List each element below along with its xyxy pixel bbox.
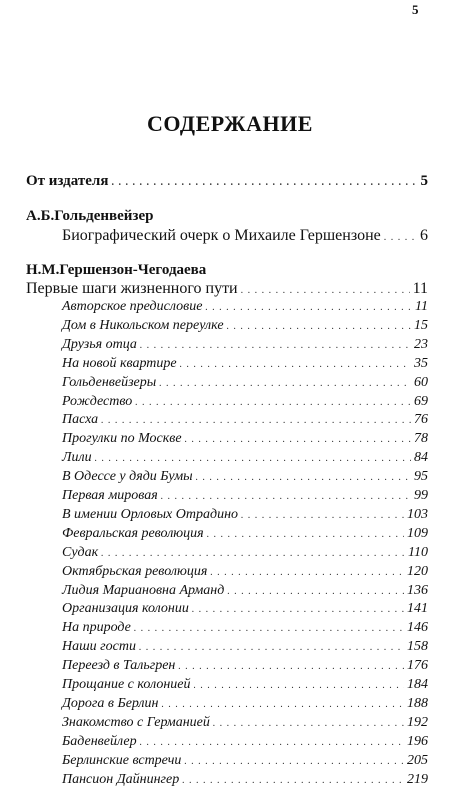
toc-entry-page: 219 bbox=[407, 771, 428, 787]
toc-chapter-entry[interactable] bbox=[62, 374, 428, 392]
toc-entry-page: 158 bbox=[407, 639, 428, 655]
dot-leader bbox=[384, 229, 417, 247]
toc-entry-page: 60 bbox=[414, 374, 428, 390]
toc-entry-page: 196 bbox=[407, 733, 428, 749]
toc-entry-page: 23 bbox=[414, 336, 428, 352]
toc-chapter-entry[interactable] bbox=[62, 393, 428, 411]
toc-chapter-entry[interactable] bbox=[62, 336, 428, 354]
toc-chapter-entry[interactable] bbox=[62, 657, 428, 675]
toc-chapter-entry[interactable] bbox=[62, 411, 428, 429]
toc-entry-label: Первые шаги жизненного пути bbox=[26, 280, 238, 297]
toc-entry-biography[interactable] bbox=[62, 227, 428, 245]
toc-chapter-entry[interactable] bbox=[62, 695, 428, 713]
toc-entry-page: 5 bbox=[420, 173, 428, 189]
toc-chapter-entry[interactable] bbox=[62, 752, 428, 770]
toc-entry-label: Судак bbox=[62, 544, 99, 560]
toc-entry-page: 76 bbox=[414, 412, 428, 428]
toc-entry-label: В имении Орловых Отрадино bbox=[62, 506, 239, 522]
dot-leader bbox=[101, 412, 411, 430]
toc-entry-page: 205 bbox=[407, 752, 428, 768]
toc-entry-page: 136 bbox=[407, 582, 428, 598]
toc-entry-page: 146 bbox=[407, 620, 428, 636]
toc-entry-label: Пасха bbox=[62, 412, 99, 428]
section-author: Н.М.Гершензон-Чегодаева bbox=[26, 262, 207, 278]
toc-entry-main[interactable] bbox=[26, 280, 428, 298]
toc-entry-label: Организация колонии bbox=[62, 601, 189, 617]
toc-entry-label: Октябрьская революция bbox=[62, 563, 208, 579]
toc-entry-page: 120 bbox=[407, 563, 428, 579]
dot-leader bbox=[134, 620, 404, 638]
toc-entry-label: Гольденвейзеры bbox=[62, 374, 157, 390]
toc-entry-page: 192 bbox=[407, 714, 428, 730]
dot-leader bbox=[140, 734, 404, 752]
toc-chapter-entry[interactable] bbox=[62, 468, 428, 486]
dot-leader bbox=[178, 658, 404, 676]
dot-leader bbox=[213, 715, 404, 733]
dot-leader bbox=[227, 318, 411, 336]
dot-leader bbox=[140, 337, 411, 355]
toc-entry-publisher[interactable] bbox=[26, 172, 428, 190]
toc-entry-label: В Одессе у дяди Бумы bbox=[62, 469, 193, 485]
toc-entry-label: Рождество bbox=[62, 393, 133, 409]
toc-chapter-entry[interactable] bbox=[62, 317, 428, 335]
toc-entry-label: Дорога в Берлин bbox=[62, 695, 159, 711]
toc-chapter-entry[interactable] bbox=[62, 544, 428, 562]
toc-entry-label: Прогулки по Москве bbox=[62, 431, 182, 447]
toc-entry-label: Друзья отца bbox=[62, 336, 137, 352]
toc-chapter-entry[interactable] bbox=[62, 487, 428, 505]
toc-chapter-entry[interactable] bbox=[62, 638, 428, 656]
toc-entry-label: На природе bbox=[62, 620, 131, 636]
toc-chapter-entry[interactable] bbox=[62, 355, 428, 373]
dot-leader bbox=[161, 488, 411, 506]
toc-entry-label: От издателя bbox=[26, 173, 109, 189]
toc-chapter-entry[interactable] bbox=[62, 676, 428, 694]
toc-entry-page: 99 bbox=[414, 488, 428, 503]
dot-leader bbox=[111, 174, 417, 192]
toc-entry-page: 69 bbox=[414, 393, 428, 409]
toc-chapter-entry[interactable] bbox=[62, 582, 428, 600]
toc-entry-page: 109 bbox=[407, 525, 428, 541]
toc-entry-page: 103 bbox=[407, 506, 428, 522]
toc-entry-page: 35 bbox=[414, 355, 428, 371]
dot-leader bbox=[205, 299, 412, 317]
toc-entry-page: 110 bbox=[408, 544, 428, 560]
toc-chapter-entry[interactable] bbox=[62, 733, 428, 751]
dot-leader bbox=[194, 677, 404, 695]
toc-entry-page: 176 bbox=[407, 658, 428, 674]
dot-leader bbox=[95, 450, 411, 468]
toc-entry-label: Берлинские встречи bbox=[62, 752, 182, 768]
toc-chapter-entry[interactable] bbox=[62, 619, 428, 637]
toc-entry-label: Знакомство с Германией bbox=[62, 714, 210, 730]
toc-chapter-entry[interactable] bbox=[62, 714, 428, 732]
dot-leader bbox=[135, 394, 411, 412]
toc-entry-label: Лидия Мариановна Арманд bbox=[62, 582, 225, 598]
section-author: А.Б.Гольденвейзер bbox=[26, 208, 154, 224]
dot-leader bbox=[192, 601, 404, 619]
toc-entry-label: Первая мировая bbox=[62, 488, 158, 503]
toc-entry-label: Пансион Дайнингер bbox=[62, 771, 180, 787]
dot-leader bbox=[184, 753, 404, 771]
toc-chapter-entry[interactable] bbox=[62, 600, 428, 618]
toc-chapter-entry[interactable] bbox=[62, 563, 428, 581]
dot-leader bbox=[210, 564, 404, 582]
toc-entry-page: 184 bbox=[407, 677, 428, 692]
toc-entry-label: Прощание с колонией bbox=[62, 677, 191, 692]
toc-entry-page: 11 bbox=[415, 299, 428, 314]
dot-leader bbox=[161, 696, 404, 714]
dot-leader bbox=[227, 583, 404, 601]
toc-entry-page: 84 bbox=[414, 450, 428, 466]
toc-entry-label: Наши гости bbox=[62, 639, 136, 655]
toc-entry-label: Баденвейлер bbox=[62, 733, 137, 749]
toc-chapter-entry[interactable] bbox=[62, 506, 428, 524]
toc-chapter-entry[interactable] bbox=[62, 430, 428, 448]
toc-chapter-entry[interactable] bbox=[62, 525, 428, 543]
dot-leader bbox=[159, 375, 411, 393]
dot-leader bbox=[101, 545, 405, 563]
page-number: 5 bbox=[412, 2, 419, 17]
toc-entry-label: Авторское предисловие bbox=[62, 299, 203, 314]
page-title: СОДЕРЖАНИЕ bbox=[147, 111, 313, 136]
toc-entry-page: 78 bbox=[414, 431, 428, 447]
toc-entry-label: На новой квартире bbox=[62, 355, 177, 371]
toc-entry-label: Биографический очерк о Михаиле Гершензоне bbox=[62, 227, 381, 244]
toc-entry-page: 95 bbox=[414, 469, 428, 485]
toc-entry-label: Лили bbox=[62, 450, 92, 466]
dot-leader bbox=[241, 507, 404, 525]
dot-leader bbox=[196, 469, 411, 487]
dot-leader bbox=[185, 431, 411, 449]
toc-entry-page: 6 bbox=[420, 227, 428, 244]
toc-entry-page: 11 bbox=[412, 280, 428, 297]
toc-entry-label: Переезд в Тальгрен bbox=[62, 658, 176, 674]
dot-leader bbox=[182, 772, 404, 790]
toc-entry-label: Февральская революция bbox=[62, 525, 204, 541]
dot-leader bbox=[180, 356, 411, 374]
dot-leader bbox=[139, 639, 404, 657]
toc-chapter-entry[interactable] bbox=[62, 298, 428, 316]
toc-entry-page: 141 bbox=[407, 601, 428, 617]
toc-entry-page: 15 bbox=[414, 317, 428, 333]
toc-entry-label: Дом в Никольском переулке bbox=[62, 317, 224, 333]
toc-entry-page: 188 bbox=[407, 695, 428, 711]
toc-chapter-entry[interactable] bbox=[62, 771, 428, 789]
toc-chapter-entry[interactable] bbox=[62, 449, 428, 467]
dot-leader bbox=[207, 526, 404, 544]
